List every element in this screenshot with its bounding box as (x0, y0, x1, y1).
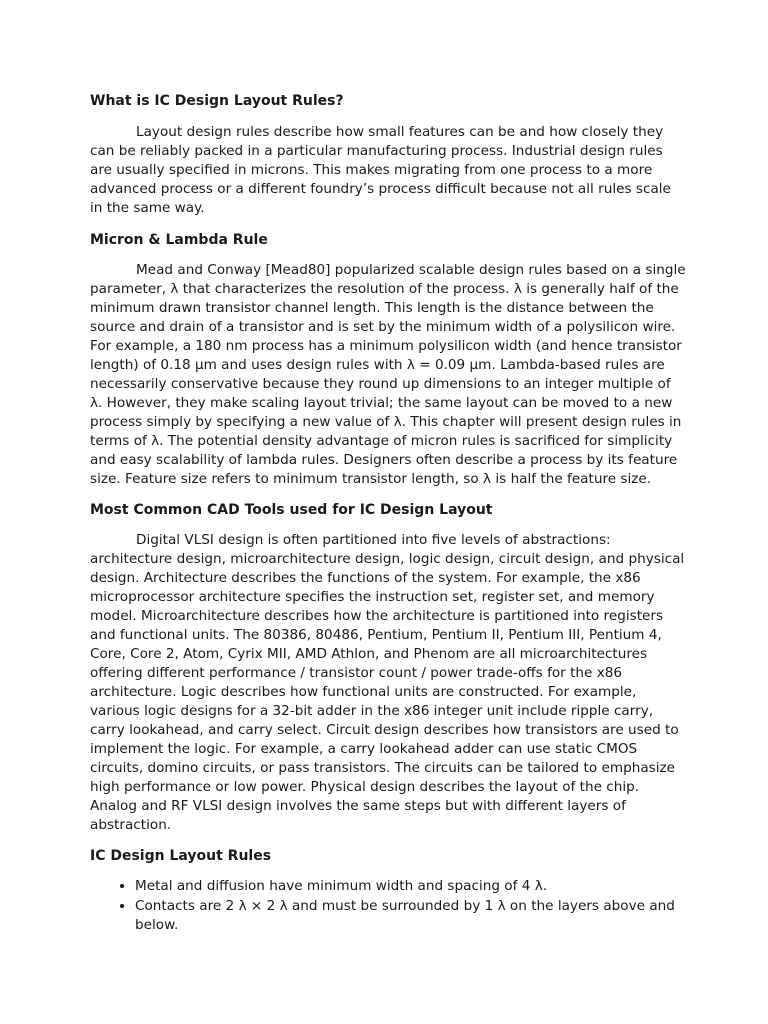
list-item: • Metal and diffusion have minimum width and spacing of 4 λ. (135, 877, 686, 897)
list-item: • Contacts are 2 λ × 2 λ and must be surrounded by 1 λ on the layers above and below. (135, 897, 686, 936)
section-heading: Most Common CAD Tools used for IC Design Layout (90, 502, 493, 518)
rules-list (90, 877, 686, 936)
section-heading: IC Design Layout Rules (90, 848, 272, 864)
section-heading: What is IC Design Layout Rules? (90, 93, 344, 109)
section-paragraph: Layout design rules describe how small features can be and how closely they can be reliably packed in a particular manufacturing process. Industrial design rules are usually specified in microns. This makes migrating from one process to a more advanced process or a different foundry’s process difficult because not all rules scale in the same way. (90, 124, 671, 216)
section-paragraph: Mead and Conway [Mead80] popularized scalable design rules based on a single parameter, λ that characterizes the resolution of the process. λ is generally half of the minimum drawn transistor channel length. This length is the distance between the source and drain of a transistor and is set by the minimum width of a polysilicon wire. For example, a 180 nm process has a minimum polysilicon width (and hence transistor length) of 0.18 µm and uses design rules with λ = 0.09 µm. Lambda-based rules are necessarily conservative because they round up dimensions to an integer multiple of λ. However, they make scaling layout trivial; the same layout can be moved to a new process simply by specifying a new value of λ. This chapter will present design rules in terms of λ. The potential density advantage of micron rules is sacrificed for simplicity and easy scalability of lambda rules. Designers often describe a process by its feature size. Feature size refers to minimum transistor length, so λ is half the feature size. (90, 262, 686, 487)
section-paragraph: Digital VLSI design is often partitioned into five levels of abstractions: architecture design, microarchitecture design, logic design, circuit design, and physical design. Architecture describes the functions of the system. For example, the x86 microprocessor architecture specifies the instruction set, register set, and memory model. Microarchitecture describes how the architecture is partitioned into registers and functional units. The 80386, 80486, Pentium, Pentium II, Pentium III, Pentium 4, Core, Core 2, Atom, Cyrix MII, AMD Athlon, and Phenom are all microarchitectures offering different performance / transistor count / power trade-offs for the x86 architecture. Logic describes how functional units are constructed. For example, various logic designs for a 32-bit adder in the x86 integer unit include ripple carry, carry lookahead, and carry select. Circuit design describes how transistors are used to implement the logic. For example, a carry lookahead adder can use static CMOS circuits, domino circuits, or pass transistors. The circuits can be tailored to emphasize high performance or low power. Physical design describes the layout of the chip. Analog and RF VLSI design involves the same steps but with different layers of abstraction. (90, 532, 685, 833)
section-heading: Micron & Lambda Rule (90, 232, 268, 248)
